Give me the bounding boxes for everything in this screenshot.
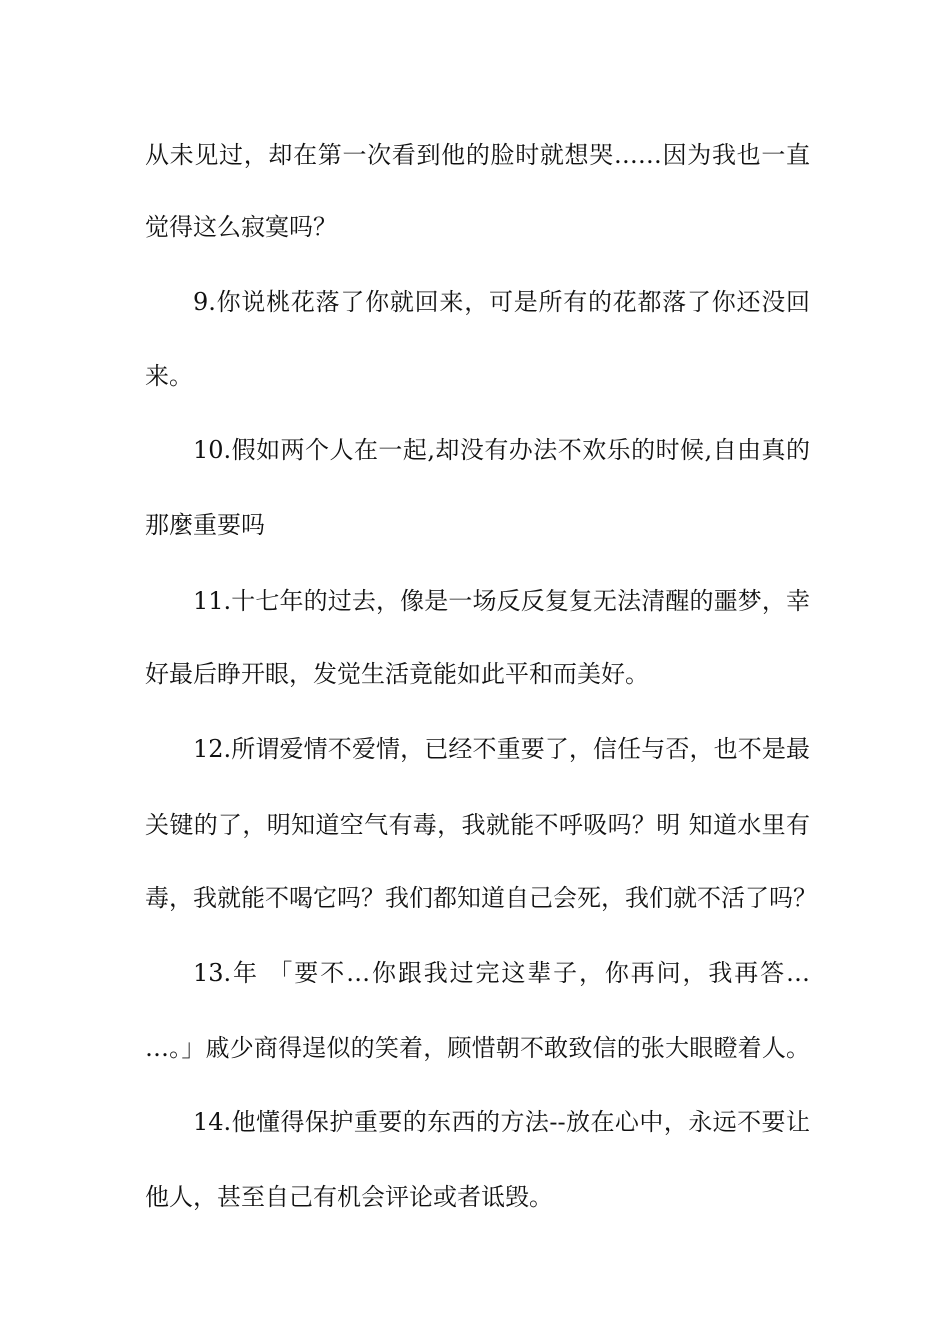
text-line: 好最后睁开眼，发觉生活竟能如此平和而美好。: [145, 660, 649, 688]
paragraph-10: 10.假如两个人在一起,却没有办法不欢乐的时候,自由真的: [193, 436, 810, 464]
text-line: 关键的了，明知道空气有毒，我就能不呼吸吗？明 知道水里有: [145, 811, 810, 839]
paragraph-12: 12.所谓爱情不爱情，已经不重要了，信任与否，也不是最: [193, 735, 810, 763]
paragraph-9: 9.你说桃花落了你就回来，可是所有的花都落了你还没回: [193, 288, 810, 316]
text-line: 毒，我就能不喝它吗？我们都知道自己会死，我们就不活了吗？: [145, 884, 817, 912]
text-line: 他人，甚至自己有机会评论或者诋毁。: [145, 1183, 553, 1211]
text-line: 来。: [145, 362, 193, 390]
paragraph-13: 13.年 「要不…你跟我过完这辈子，你再问，我再答…: [193, 959, 810, 987]
text-line: …。」戚少商得逞似的笑着，顾惜朝不敢致信的张大眼瞪着人。: [145, 1034, 810, 1062]
text-line: 那麼重要吗: [145, 511, 265, 539]
paragraph-11: 11.十七年的过去，像是一场反反复复无法清醒的噩梦，幸: [193, 587, 810, 615]
paragraph-14: 14.他懂得保护重要的东西的方法--放在心中，永远不要让: [193, 1108, 810, 1136]
text-line: 觉得这么寂寞吗？: [145, 213, 337, 241]
text-line: 从未见过，却在第一次看到他的脸时就想哭……因为我也一直: [145, 141, 810, 169]
